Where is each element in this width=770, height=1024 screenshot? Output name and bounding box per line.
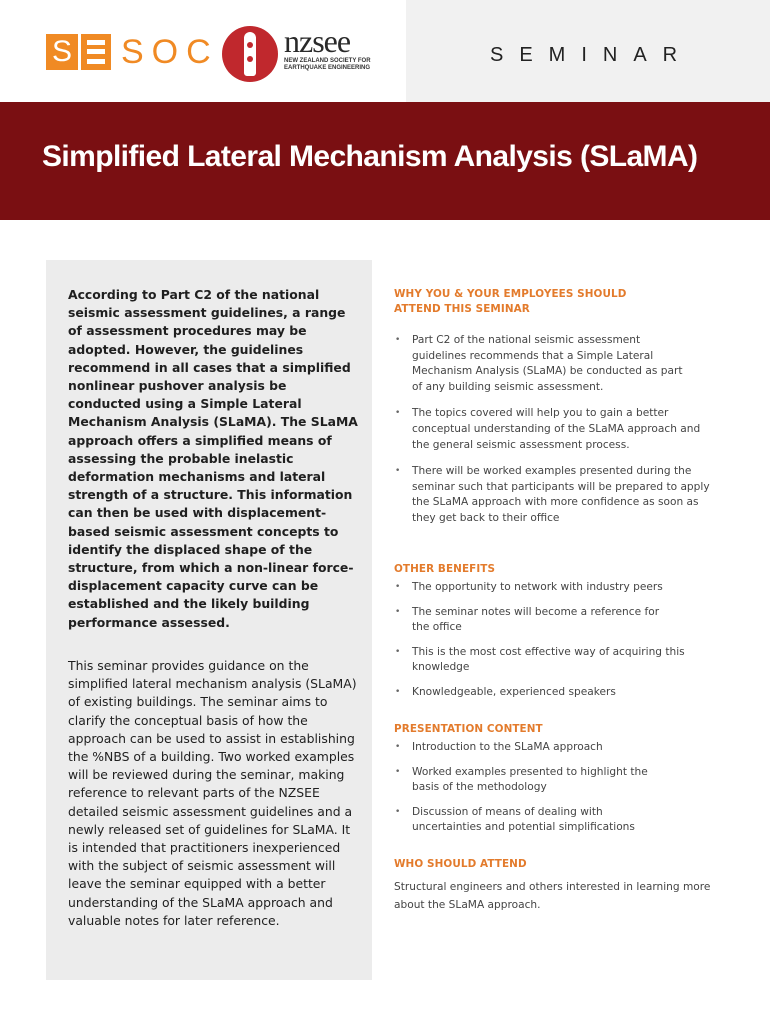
intro-body-paragraph: This seminar provides guidance on the simplified lateral mechanism analysis (SLaMA) of existing buildings. The seminar aims to clarify the conceptual basis of how the approach can be used to assist in establishing the %NBS of a building. Two worked examples will be reviewed during the seminar, making reference to relevant parts of the NZSEE detailed seismic assessment guidelines and a newly released set of guidelines for SLaMA. It is intended that practitioners inexperienced with the subject of seismic assessment will leave the seminar equipped with a better understanding of the SLaMA approach and valuable notes for later reference. [68, 658, 357, 928]
intro-bold-paragraph: According to Part C2 of the national seismic assessment guidelines, a range of assessment procedures may be adopted. However, the guidelines recommend in all cases that a simplified nonlinear pushover analysis be conducted using a Simple Lateral Mechanism Analysis (SLaMA). The SLaMA approach offers a simplified means of assessing the probable inelastic deformation mechanisms and lateral strength of a structure. This information can then be used with displacement-based seismic assessment concepts to identify the displaced shape of the structure, from which a non-linear force-displacement capacity curve can be established and the likely building performance assessed. [68, 287, 358, 630]
other-benefits-list [394, 580, 734, 701]
nzsee-logo [222, 23, 376, 82]
sesoc-logo-e-icon [81, 34, 111, 70]
nzsee-logo-subtitle: NEW ZEALAND SOCIETY FOR EARTHQUAKE ENGINEERING [284, 58, 371, 71]
list-item: • The topics covered will help you to gain a better conceptual understanding of the SLaMA approach and the general seismic assessment process. [394, 406, 706, 453]
list-item: • Introduction to the SLaMA approach [394, 740, 714, 756]
who-should-attend-heading: WHO SHOULD ATTEND [394, 858, 527, 870]
page-header [0, 0, 770, 102]
sesoc-logo [46, 34, 219, 70]
list-item: • Worked examples presented to highlight the basis of the methodology [394, 765, 662, 796]
other-benefits-heading: OTHER BENEFITS [394, 563, 496, 575]
list-item: • The seminar notes will become a reference for the office [394, 605, 674, 636]
list-item: • Discussion of means of dealing with uncertainties and potential simplifications [394, 805, 674, 836]
sesoc-logo-s: S [46, 34, 78, 70]
list-item: • The opportunity to network with industry peers [394, 580, 714, 596]
sesoc-logo-soc: SOC [121, 33, 219, 71]
list-item: • There will be worked examples presented during the seminar such that participants will be prepared to apply the SLaMA approach with more confidence as soon as they get back to their office [394, 464, 712, 526]
why-attend-list [394, 333, 734, 527]
list-item: • Part C2 of the national seismic assessment guidelines recommends that a Simple Lateral Mechanism Analysis (SLaMA) be conducted as part of any building seismic assessment. [394, 333, 694, 395]
list-item: • Knowledgeable, experienced speakers [394, 685, 714, 701]
page-title: Simplified Lateral Mechanism Analysis (SLaMA) [42, 140, 698, 173]
who-should-attend-text: Structural engineers and others interested in learning more about the SLaMA approach. [394, 881, 711, 911]
why-attend-heading: WHY YOU & YOUR EMPLOYEES SHOULD ATTEND THIS SEMINAR [394, 288, 627, 315]
seminar-label: SEMINAR [490, 44, 694, 66]
presentation-content-list [394, 740, 734, 836]
list-item: • This is the most cost effective way of acquiring this knowledge [394, 645, 700, 676]
nzsee-logo-name: nzsee [284, 23, 351, 59]
presentation-content-heading: PRESENTATION CONTENT [394, 723, 543, 735]
nzsee-emblem-icon [222, 26, 278, 82]
